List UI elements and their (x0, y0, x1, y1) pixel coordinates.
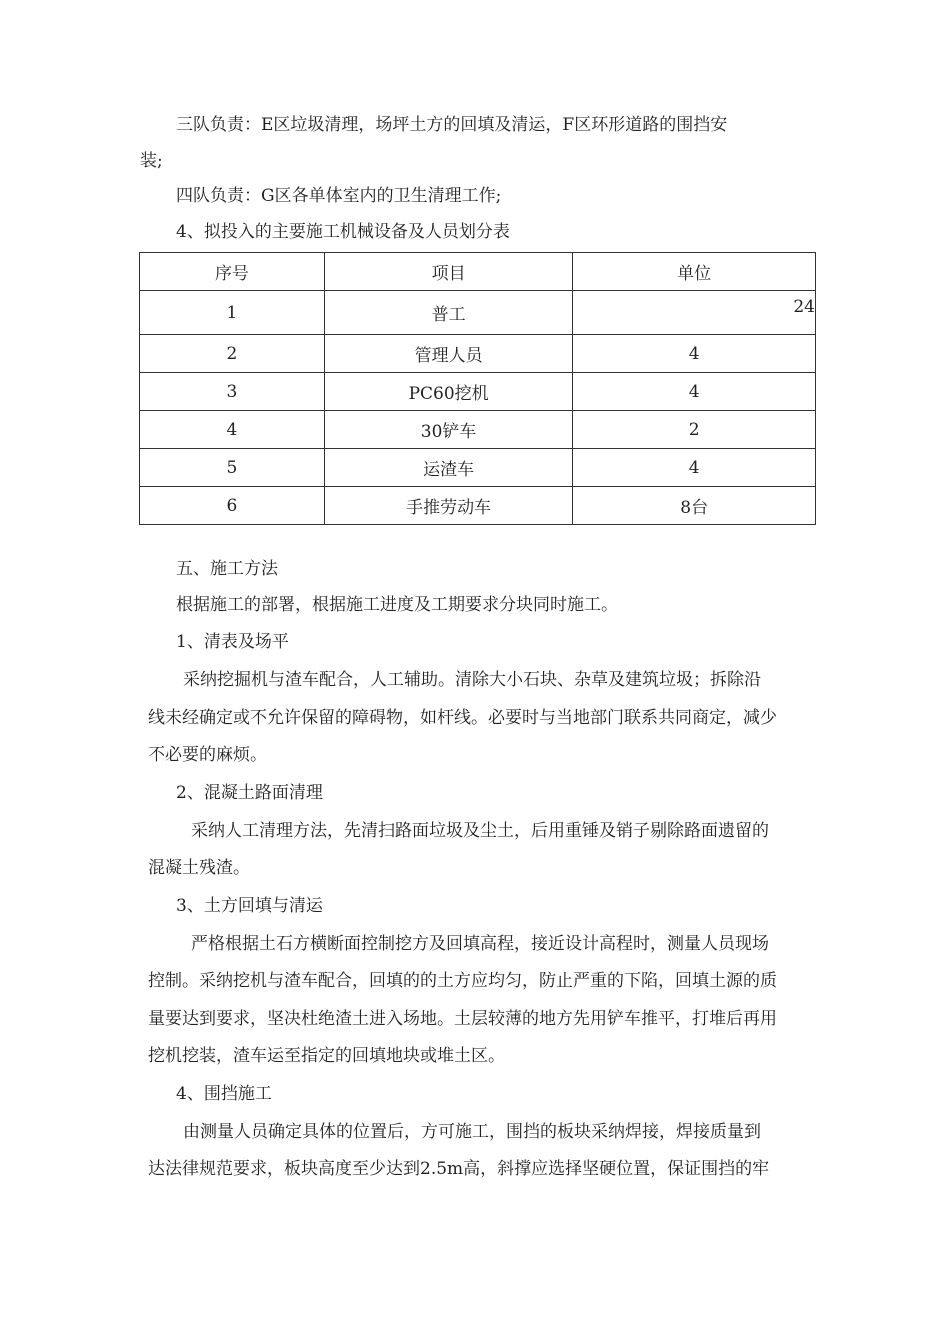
paragraph-line: 不必要的麻烦。 (148, 745, 267, 765)
subsection-title-3: 3、土方回填与清运 (176, 896, 323, 916)
cell-index: 6 (140, 487, 325, 525)
subsection-title-2: 2、混凝土路面清理 (176, 783, 323, 803)
section-intro: 根据施工的部署，根据施工进度及工期要求分块同时施工。 (176, 595, 618, 615)
table-header-row (140, 253, 816, 291)
subsection-title-4: 4、围挡施工 (176, 1084, 272, 1104)
paragraph-line: 采纳挖掘机与渣车配合，人工辅助。清除大小石块、杂草及建筑垃圾；拆除沿 (183, 670, 761, 690)
paragraph-line: 严格根据土石方横断面控制挖方及回填高程，接近设计高程时，测量人员现场 (191, 934, 769, 954)
table-row (140, 449, 816, 487)
paragraph-team3: 三队负责：E区垃圾清理，场坪土方的回填及清运，F区环形道路的围挡安 (176, 115, 728, 135)
cell-item: 管理人员 (324, 335, 572, 373)
paragraph-line: 采纳人工清理方法，先清扫路面垃圾及尘土，后用重锤及销子剔除路面遗留的 (191, 821, 769, 841)
cell-unit: 2 (573, 411, 816, 449)
equipment-table (139, 252, 816, 525)
header-index: 序号 (140, 253, 325, 291)
cell-unit: 4 (573, 335, 816, 373)
header-unit: 单位 (573, 253, 816, 291)
paragraph-line: 混凝土残渣。 (148, 858, 250, 878)
cell-index: 4 (140, 411, 325, 449)
paragraph-line: 挖机挖装，渣车运至指定的回填地块或堆土区。 (148, 1046, 505, 1066)
cell-item: 手推劳动车 (324, 487, 572, 525)
paragraph-line: 由测量人员确定具体的位置后，方可施工，围挡的板块采纳焊接，焊接质量到 (183, 1122, 761, 1142)
cell-item: 30铲车 (324, 411, 572, 449)
table-row (140, 291, 816, 335)
cell-unit: 4 (573, 373, 816, 411)
cell-index: 1 (140, 291, 325, 335)
paragraph-line: 控制。采纳挖机与渣车配合，回填的的土方应均匀，防止严重的下陷，回填土源的质 (148, 971, 777, 991)
cell-index: 3 (140, 373, 325, 411)
paragraph-team3-continued: 装; (140, 151, 163, 171)
cell-index: 2 (140, 335, 325, 373)
section-title: 五、施工方法 (176, 559, 278, 579)
table-row (140, 335, 816, 373)
table-heading: 4、拟投入的主要施工机械设备及人员划分表 (176, 222, 510, 242)
table-row (140, 411, 816, 449)
paragraph-line: 达法律规范要求，板块高度至少达到2.5m高，斜撑应选择坚硬位置，保证围挡的牢 (148, 1159, 770, 1179)
cell-unit: 8台 (573, 487, 816, 525)
cell-item: PC60挖机 (324, 373, 572, 411)
header-item: 项目 (324, 253, 572, 291)
paragraph-team4: 四队负责：G区各单体室内的卫生清理工作; (176, 186, 502, 206)
table-row (140, 373, 816, 411)
table-row (140, 487, 816, 525)
cell-item: 普工 (324, 291, 572, 335)
cell-item: 运渣车 (324, 449, 572, 487)
cell-unit: 24 (573, 291, 816, 335)
paragraph-line: 量要达到要求，坚决杜绝渣土进入场地。土层较薄的地方先用铲车推平，打堆后再用 (148, 1009, 777, 1029)
paragraph-line: 线未经确定或不允许保留的障碍物，如杆线。必要时与当地部门联系共同商定，减少 (148, 708, 777, 728)
cell-index: 5 (140, 449, 325, 487)
cell-unit: 4 (573, 449, 816, 487)
subsection-title-1: 1、清表及场平 (176, 632, 289, 652)
